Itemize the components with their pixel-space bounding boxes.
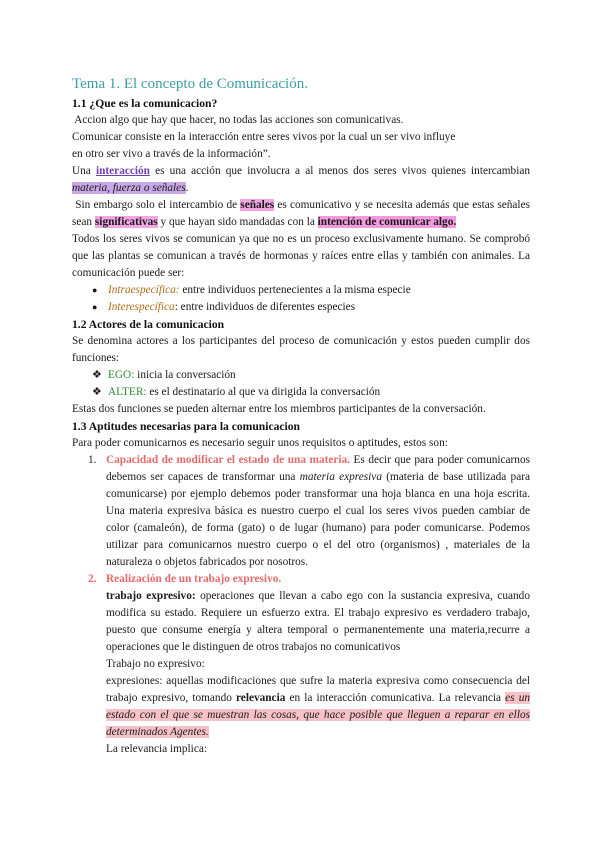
page-title: Tema 1. El concepto de Comunicación. [72,76,308,92]
text-run: Una [72,165,96,177]
highlighted-term-interaccion: interacción [95,165,150,177]
text-run: en la interacción comunicativa. La relevancia [285,692,506,704]
section-heading-1-3: 1.3 Aptitudes necesarias para la comunicacion [72,420,301,433]
paragraph-interaccion [72,163,530,197]
text-run: . [185,182,189,194]
list-item [92,367,530,384]
highlight-relevancia: es un estado con el que se muestran las cosas, que hace posible que lleguen a reparar en ellos determinados Agentes. [106,692,530,738]
highlight-senales: señales [240,199,275,211]
paragraph: Accion algo que hay que hacer, no todas las acciones son comunicativas. [72,114,404,126]
numbered-list-aptitudes [72,452,530,588]
text-run: (materia de base utilizada para comunicarse) por ejemplo debemos poder transformar una hoja blanca en una hoja escrita. Una materia expresiva básica es nuestro cuerpo el cual los seres vivos pueden cambiar de color (camaleón), de forma (gato) o de lugar (humano) para poder comunicarse. Podemos utilizar para comunicarnos nuestro cuerpo o el del otro (organismos) , materiales de la naturaleza o objetos fabricados por nosotros. [106,471,530,568]
aptitud-title: Capacidad de modificar el estado de una materia. [106,454,350,466]
list-item-text: es el destinatario al que va dirigida la conversación [146,386,381,398]
text-run: es comunicativo y se necesita además que estas señales sean [72,199,533,228]
text-run-bold: trabajo expresivo: [106,590,196,602]
bullet-icon: ● [92,285,98,295]
paragraph-trabajo-expresivo [106,588,530,656]
list-item-text: inicia la conversación [134,369,236,381]
highlight-significativas: significativas [94,216,158,228]
diamond-bullet-icon: ❖ [92,386,102,398]
text-run-italic: materia expresiva [299,471,382,483]
list-item-term: ALTER: [108,386,147,398]
list-item-text: entre individuos pertenecientes a la misma especie [179,284,411,296]
list-item [92,384,530,401]
list-item-text: : entre individuos de diferentes especies [174,301,356,313]
aptitud-title: Realización de un trabajo expresivo. [106,573,282,585]
text-run: y que hayan sido mandadas con la [157,216,318,228]
paragraph: La relevancia implica: [106,743,207,755]
highlight-materia: materia, fuerza o señales [72,182,186,194]
list-item-aptitud-2 [72,571,530,588]
list-number: 2. [88,573,97,585]
section-heading-1-1: 1.1 ¿Que es la comunicacion? [72,97,218,110]
aptitud-2-content [72,588,530,758]
paragraph: Para poder comunicarnos es necesario seguir unos requisitos o aptitudes, estos son: [72,437,448,449]
list-number: 1. [88,454,97,466]
paragraph: Trabajo no expresivo: [106,658,205,670]
section-heading-1-2: 1.2 Actores de la comunicacion [72,318,225,331]
list-item-aptitud-1 [72,452,530,571]
paragraph-expresiones [106,673,530,741]
text-run: es una acción que involucra a al menos dos seres vivos quienes intercambian [149,165,530,177]
text-run: operaciones que llevan a cabo ego con la sustancia expresiva, cuando modifica su estado. Requiere un esfuerzo extra. El trabajo expresivo es verdadero trabajo, puesto que consume energía y altera temporal o permanentemente una materia,recurre a operaciones que le distinguen de otros trabajos no comunicativos [106,590,530,653]
text-run: Es decir que para poder comunicarnos debemos ser capaces de transformar una [106,454,530,483]
paragraph: Se denomina actores a los participantes del proceso de comunicación y estos pueden cumplir dos funciones: [72,335,530,364]
paragraph: en otro ser vivo a través de la información”. [72,148,271,160]
bullet-list-tipos [72,282,530,316]
bullet-icon: ● [92,302,98,312]
list-item [92,299,530,316]
paragraph-senales [72,197,533,231]
text-run: Sin embargo solo el intercambio de [72,199,241,211]
diamond-bullet-icon: ❖ [92,369,102,381]
paragraph-seres-vivos: Todos los seres vivos se comunican ya que no es un proceso exclusivamente humano. Se comprobó que las plantas se comunican a través de hormonas y raíces entre ellas y también con animales. La comunicación puede ser: [72,233,530,279]
bullet-list-actores [72,367,530,401]
text-run: expresiones: aquellas modificaciones que sufre la materia expresiva como consecuencia del trabajo expresivo, tomando [106,675,530,704]
list-item-term: EGO: [108,369,135,381]
list-item-term: Intraespecífica: [108,284,180,296]
list-item [92,282,530,299]
highlight-intencion: intención de comunicar algo. [317,216,457,228]
list-item-term: Interespecífica [108,301,175,313]
text-run-bold: relevancia [236,692,286,704]
paragraph: Comunicar consiste en la interacción entre seres vivos por la cual un ser vivo influye [72,131,456,143]
document-body [72,74,533,758]
paragraph: Estas dos funciones se pueden alternar entre los miembros participantes de la conversación. [72,403,486,415]
